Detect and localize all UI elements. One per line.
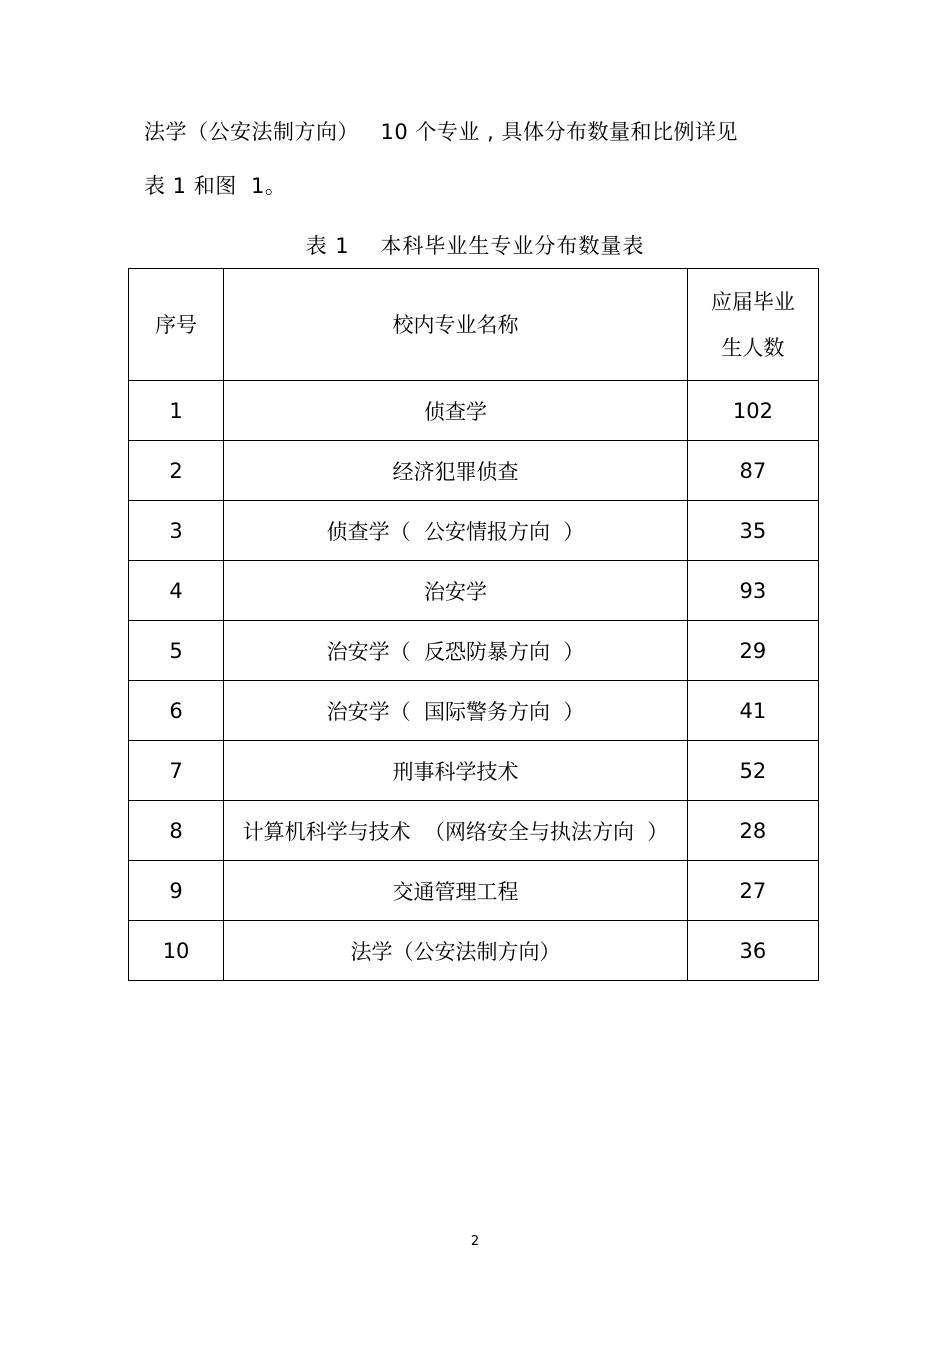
cell-major-name: 计算机科学与技术 （网络安全与执法方向 ） [224,801,688,861]
cell-serial-number: 4 [129,561,224,621]
table-row [129,921,819,981]
cell-graduate-count: 93 [687,561,818,621]
table-caption: 表 1 本科毕业生专业分布数量表 [305,234,645,258]
cell-graduate-count: 27 [687,861,818,921]
cell-graduate-count: 29 [687,621,818,681]
header-graduate-count: 应届毕业 生人数 [687,269,818,381]
cell-serial-number: 9 [129,861,224,921]
cell-serial-number: 3 [129,501,224,561]
header-major-name: 校内专业名称 [224,269,688,381]
table-row [129,741,819,801]
cell-graduate-count: 35 [687,501,818,561]
page-number: 2 [470,1234,480,1249]
cell-major-name: 法学（公安法制方向） [224,921,688,981]
cell-serial-number: 1 [129,381,224,441]
table-row [129,801,819,861]
table-body [129,381,819,981]
cell-major-name: 治安学（ 反恐防暴方向 ） [224,621,688,681]
cell-major-name: 交通管理工程 [224,861,688,921]
table-row [129,441,819,501]
cell-graduate-count: 52 [687,741,818,801]
cell-graduate-count: 36 [687,921,818,981]
cell-serial-number: 8 [129,801,224,861]
table-row [129,681,819,741]
cell-major-name: 治安学 [224,561,688,621]
table-row [129,381,819,441]
table-row [129,561,819,621]
cell-major-name: 侦查学 [224,381,688,441]
cell-serial-number: 7 [129,741,224,801]
cell-major-name: 经济犯罪侦查 [224,441,688,501]
cell-graduate-count: 87 [687,441,818,501]
table-row [129,621,819,681]
cell-major-name: 侦查学（ 公安情报方向 ） [224,501,688,561]
cell-graduate-count: 41 [687,681,818,741]
header-serial-number: 序号 [129,269,224,381]
cell-major-name: 治安学（ 国际警务方向 ） [224,681,688,741]
major-distribution-table [128,268,819,981]
table-row [129,501,819,561]
cell-serial-number: 10 [129,921,224,981]
cell-major-name: 刑事科学技术 [224,741,688,801]
cell-graduate-count: 102 [687,381,818,441]
cell-serial-number: 5 [129,621,224,681]
cell-serial-number: 6 [129,681,224,741]
body-text-line-2: 表 1 和图 1。 [144,174,287,198]
table-row [129,861,819,921]
body-text-line-1: 法学（公安法制方向） 10 个专业 , 具体分布数量和比例详见 [144,120,738,144]
cell-graduate-count: 28 [687,801,818,861]
table-header-row [129,269,819,381]
cell-serial-number: 2 [129,441,224,501]
